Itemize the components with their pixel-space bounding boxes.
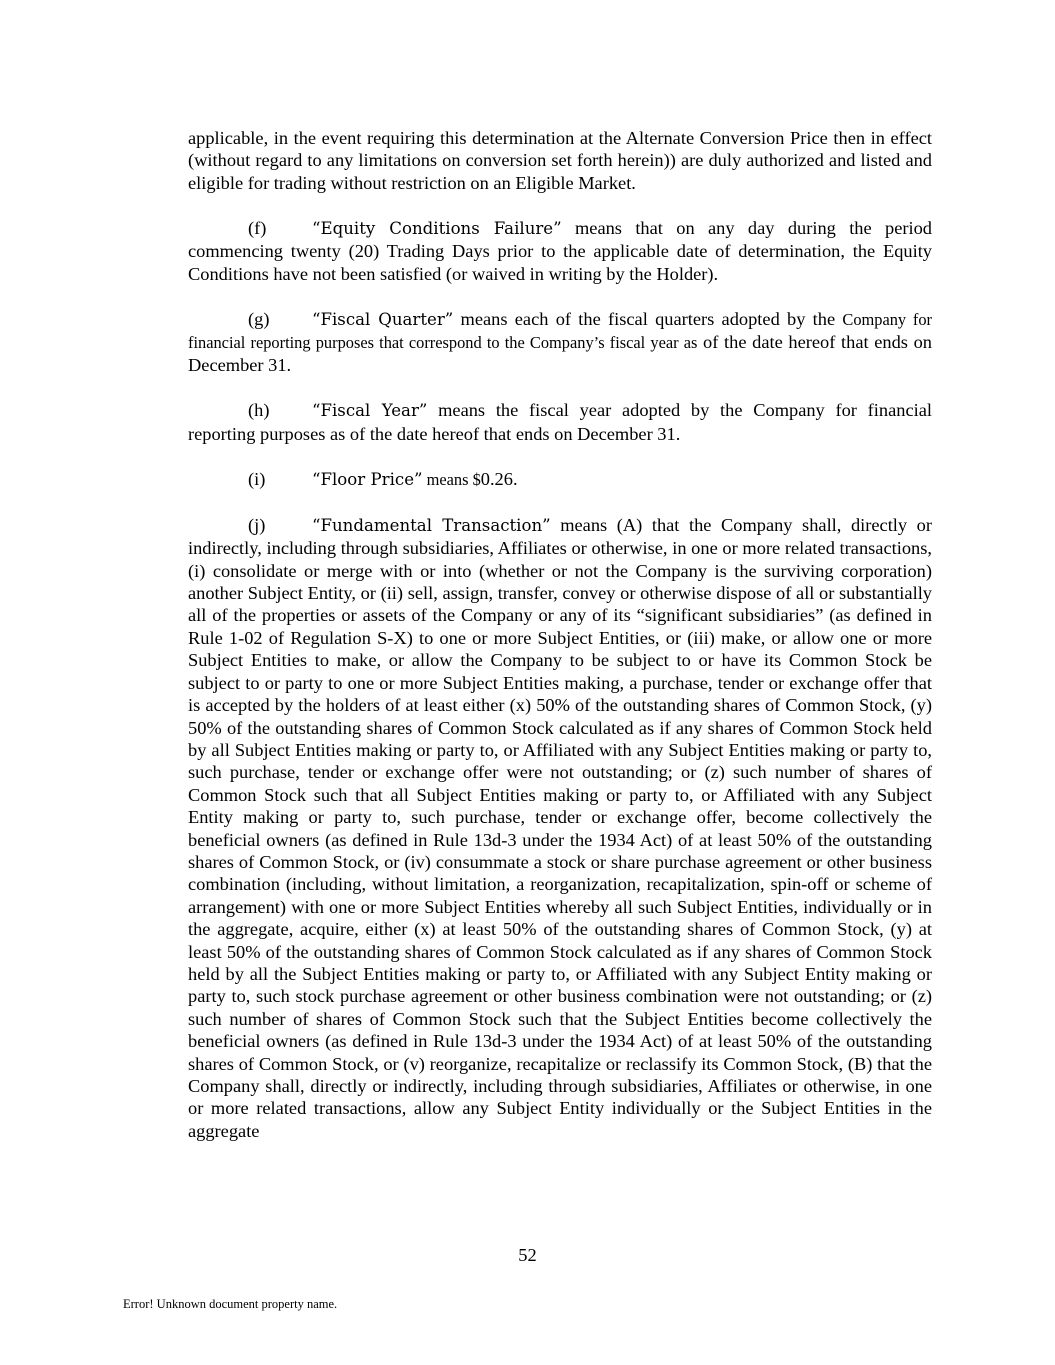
paragraph-f [188, 217, 932, 285]
paragraph-text: means the fiscal year adopted by the Company for financial reporting purposes as of the date hereof that ends on December 31. [188, 400, 932, 444]
paragraph-i [188, 468, 932, 491]
paragraph-text: means each of the fiscal quarters adopted by the [453, 308, 843, 329]
paragraph-text-small: means $ [422, 469, 481, 489]
defined-term: “Fiscal Quarter” [312, 309, 454, 329]
defined-term: “Equity Conditions Failure” [312, 218, 562, 238]
document-body [188, 127, 932, 1165]
paragraph-g [188, 308, 932, 377]
paragraph-j [188, 514, 932, 1142]
paragraph-label: (j) [248, 514, 266, 535]
page-number: 52 [518, 1245, 537, 1265]
paragraph-text-small: Company for financial reporting purposes that correspond to the Company’s fiscal year as [188, 309, 932, 353]
footer-note: Error! Unknown document property name. [123, 1297, 338, 1311]
defined-term: “Fundamental Transaction” [312, 515, 551, 535]
defined-term: “Floor Price” [312, 469, 423, 489]
paragraph-h [188, 399, 932, 445]
paragraph-text: means that on any day during the period commencing twenty (20) Trading Days prior to the applicable date of determination, the Equity Conditions have not been satisfied (or waived in writing by the Holder). [188, 217, 933, 284]
defined-term: “Fiscal Year” [312, 401, 428, 421]
paragraph-text: means (A) that the Company shall, directly or indirectly, including through subsidiaries, Affiliates or otherwise, in one or more related transactions, (i) consolidate or merge with or into (whether or not the Company is the surviving corporation) another Subject Entity, or (ii) sell, assign, transfer, convey or otherwise dispose of all or substantially all of the properties or assets of the Company or any of its “significant subsidiaries” (as defined in Rule 1-02 of Regulation S-X) to one or more Subject Entities, or (iii) make, or allow one or more Subject Entities to make, or allow the Company to be subject to or have its Common Stock be subject to or party to one or more Subject Entities making, a purchase, tender or exchange offer that is accepted by the holders of at least either (x) 50% of the outstanding shares of Common Stock, (y) 50% of the outstanding shares of Common Stock calculated as if any shares of Common Stock held by all Subject Entities making or party to, or Affiliated with any Subject Entities making or party to, such purchase, tender or exchange offer were not outstanding; or (z) such number of shares of Common Stock such that all Subject Entities making or party to, or Affiliated with any Subject Entity making or party to, such purchase, tender or exchange offer, become collectively the beneficial owners (as defined in Rule 13d-3 under the 1934 Act) of at least 50% of the outstanding shares of Common Stock, or (iv) consummate a stock or share purchase agreement or other business combination (including, without limitation, a reorganization, recapitalization, spin-off or scheme of arrangement) with one or more Subject Entities whereby all such Subject Entities, individually or in the aggregate, acquire, either (x) at least 50% of the outstanding shares of Common Stock, (y) at least 50% of the outstanding shares of Common Stock calculated as if any shares of Common Stock held by all the Subject Entities making or party to, or Affiliated with any Subject Entity making or party to, such stock purchase agreement or other business combination were not outstanding; or (z) such number of shares of Common Stock such that the Subject Entities become collectively the beneficial owners (as defined in Rule 13d-3 under the 1934 Act) of at least 50% of the outstanding shares of Common Stock, or (v) reorganize, recapitalize or reclassify its Common Stock, (B) that the Company shall, directly or indirectly, including through subsidiaries, Affiliates or otherwise, in one or more related transactions, allow any Subject Entity individually or the Subject Entities in the aggregate [188, 514, 932, 1141]
paragraph-label: (i) [248, 468, 266, 489]
paragraph-label: (g) [248, 308, 270, 329]
paragraph-label: (f) [248, 217, 267, 238]
paragraph-text: 0.26. [480, 468, 518, 489]
paragraph-continuation: applicable, in the event requiring this determination at the Alternate Conversion Price then in effect (without regard to any limitations on conversion set forth herein)) are duly authorized and listed and eligible for trading without restriction on an Eligible Market. [188, 128, 932, 193]
paragraph-text: of the date hereof that ends on December 31. [188, 332, 933, 376]
paragraph-label: (h) [248, 400, 270, 421]
